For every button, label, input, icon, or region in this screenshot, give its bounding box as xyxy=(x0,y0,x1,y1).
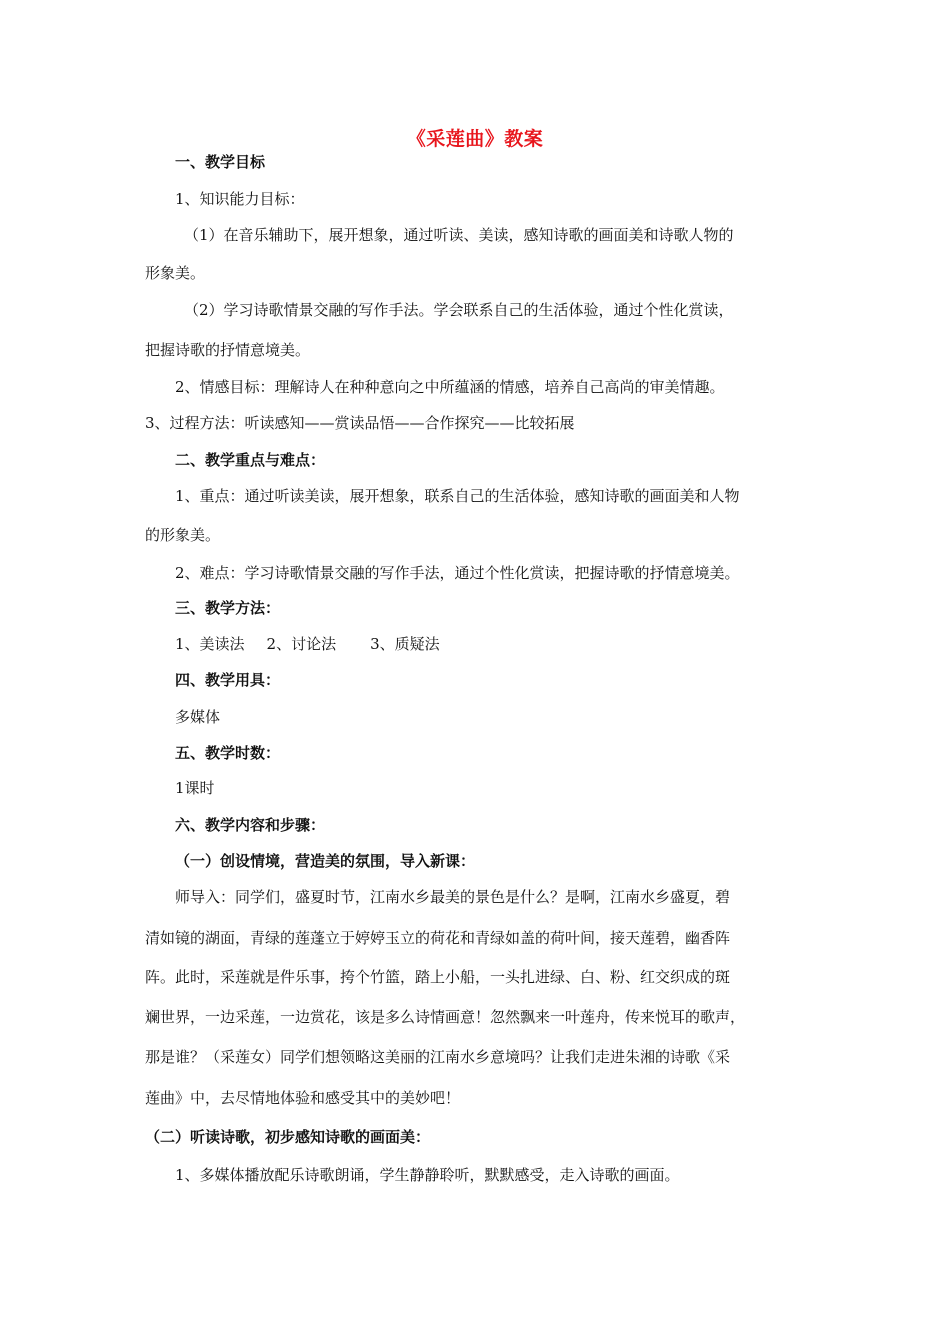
paragraph-line: （2）学习诗歌情景交融的写作手法。学会联系自己的生活体验，通过个性化赏读， xyxy=(184,301,734,319)
section-heading-objectives: 一、教学目标 xyxy=(175,153,266,171)
methods-list xyxy=(175,634,440,654)
paragraph-line: 那是谁？（采莲女）同学们想领略这美丽的江南水乡意境吗？让我们走进朱湘的诗歌《采 xyxy=(145,1048,731,1066)
paragraph-line: 3、过程方法：听读感知——赏读品悟——合作探究——比较拓展 xyxy=(145,414,575,432)
paragraph-line: 把握诗歌的抒情意境美。 xyxy=(145,341,311,359)
paragraph-line: 斓世界，一边采莲，一边赏花，该是多么诗情画意！忽然飘来一叶莲舟，传来悦耳的歌声， xyxy=(145,1008,746,1026)
section-heading-key-points: 二、教学重点与难点： xyxy=(175,451,326,469)
subsection-heading: （二）听读诗歌，初步感知诗歌的画面美： xyxy=(145,1128,431,1146)
paragraph-line: 1、重点：通过听读美读，展开想象，联系自己的生活体验，感知诗歌的画面美和人物 xyxy=(175,487,740,505)
paragraph-line: 师导入：同学们，盛夏时节，江南水乡最美的景色是什么？是啊，江南水乡盛夏，碧 xyxy=(175,888,731,906)
paragraph-line: 1课时 xyxy=(175,779,215,797)
method-item: 1、美读法 xyxy=(175,635,245,653)
paragraph-line: 多媒体 xyxy=(175,708,221,726)
document-title: 《采莲曲》教案 xyxy=(406,128,544,150)
section-heading-methods: 三、教学方法： xyxy=(175,599,281,617)
section-heading-content: 六、教学内容和步骤： xyxy=(175,816,326,834)
paragraph-line: 莲曲》中，去尽情地体验和感受其中的美妙吧！ xyxy=(145,1089,461,1107)
paragraph-line: 2、难点：学习诗歌情景交融的写作手法，通过个性化赏读，把握诗歌的抒情意境美。 xyxy=(175,564,740,582)
section-heading-tools: 四、教学用具： xyxy=(175,671,281,689)
paragraph-line: 清如镜的湖面，青绿的莲蓬立于婷婷玉立的荷花和青绿如盖的荷叶间，接天莲碧，幽香阵 xyxy=(145,929,731,947)
paragraph-line: 阵。此时，采莲就是件乐事，挎个竹篮，踏上小船，一头扎进绿、白、粉、红交织成的斑 xyxy=(145,968,731,986)
paragraph-line: 2、情感目标：理解诗人在种种意向之中所蕴涵的情感，培养自己高尚的审美情趣。 xyxy=(175,378,725,396)
paragraph-line: （1）在音乐辅助下，展开想象，通过听读、美读，感知诗歌的画面美和诗歌人物的 xyxy=(184,226,734,244)
method-item: 3、质疑法 xyxy=(370,635,440,653)
paragraph-line: 的形象美。 xyxy=(145,526,221,544)
method-item: 2、讨论法 xyxy=(266,635,337,653)
subsection-heading: （一）创设情境，营造美的氛围，导入新课： xyxy=(175,852,476,870)
paragraph-line: 形象美。 xyxy=(145,264,206,282)
section-heading-hours: 五、教学时数： xyxy=(175,744,281,762)
paragraph-line: 1、知识能力目标： xyxy=(175,190,305,208)
paragraph-line: 1、多媒体播放配乐诗歌朗诵，学生静静聆听，默默感受，走入诗歌的画面。 xyxy=(175,1166,680,1184)
